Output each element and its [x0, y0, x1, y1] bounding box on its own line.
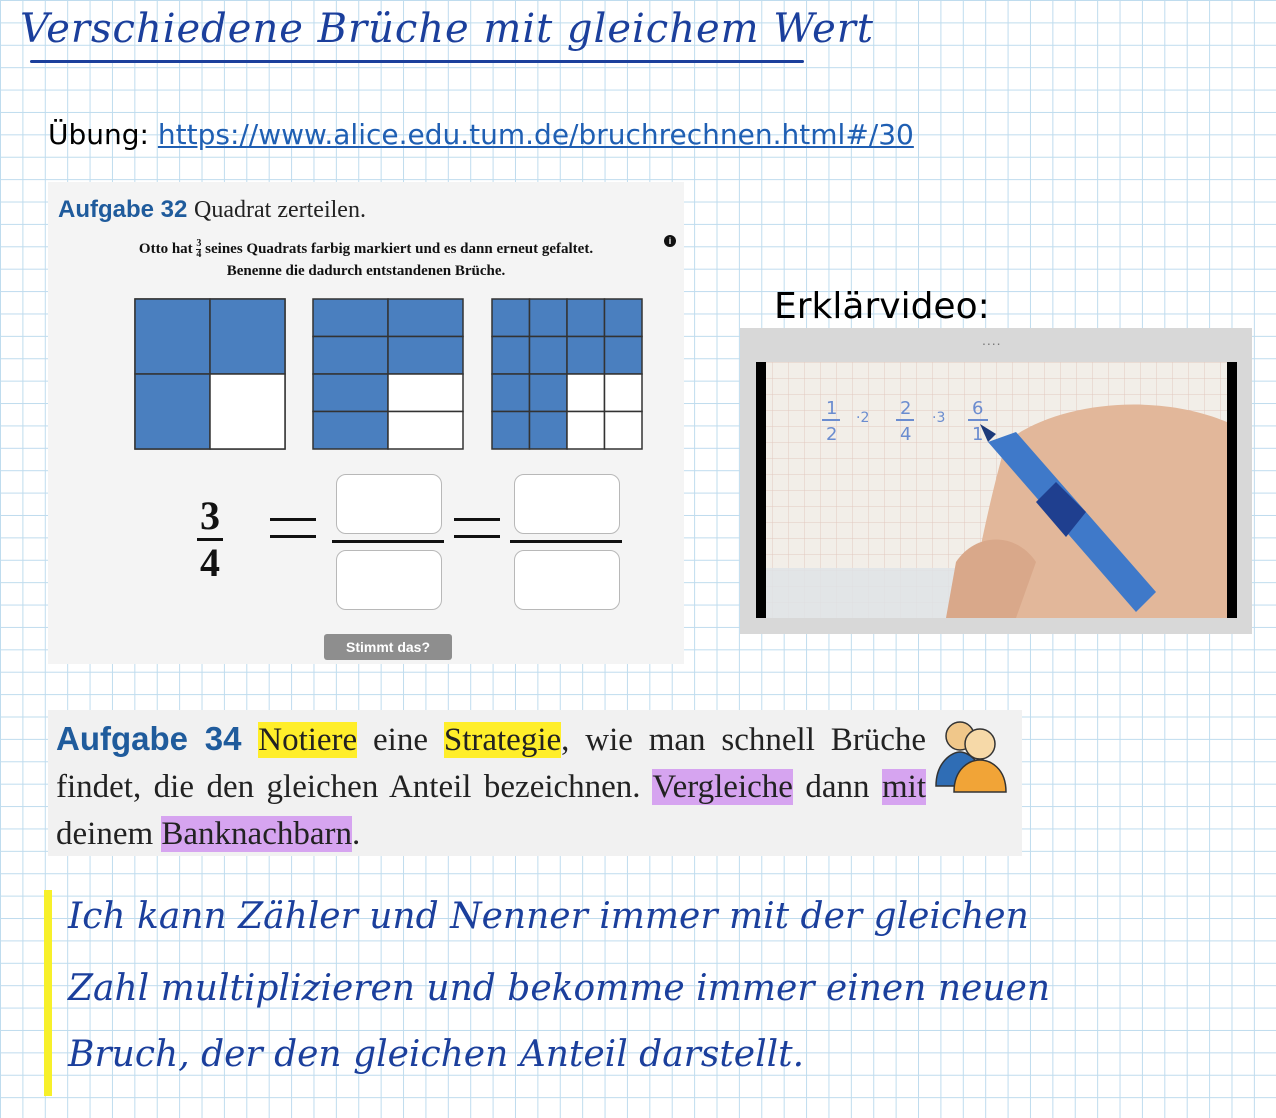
video-label: Erklärvideo:: [774, 286, 990, 327]
denominator-input-2[interactable]: [514, 550, 620, 610]
video-frame-content[interactable]: [756, 362, 1237, 618]
given-fraction: [196, 494, 224, 585]
instruction-text: deinem: [56, 816, 162, 852]
svg-text:4: 4: [900, 424, 912, 445]
info-icon[interactable]: i: [664, 235, 676, 247]
square-eighths: [312, 298, 464, 450]
task-32-title: Quadrat zerteilen.: [194, 197, 366, 223]
answer-line-1: Ich kann Zähler und Nenner immer mit der gleichen: [68, 896, 1029, 937]
task-32-line-2: Benenne die dadurch entstandenen Brüche.: [226, 263, 506, 280]
shaded-cell: [492, 374, 530, 412]
task-32-number: Aufgabe 32: [58, 196, 188, 223]
svg-text:1: 1: [972, 424, 984, 445]
instruction-text: eine: [357, 722, 444, 758]
square-sixteenths: [491, 298, 643, 450]
answer-line-2: Zahl multiplizieren und bekomme immer einen neuen: [68, 968, 1051, 1009]
shaded-cell: [567, 337, 605, 375]
video-player[interactable]: [740, 328, 1252, 634]
svg-text:·2: ·2: [856, 410, 870, 426]
svg-text:2: 2: [826, 424, 838, 445]
inline-frac-den: 4: [196, 249, 202, 261]
task-34-panel: [48, 710, 1022, 856]
highlighted-word: Vergleiche: [652, 769, 793, 805]
exercise-link[interactable]: https://www.alice.edu.tum.de/bruchrechnen.html#/30: [157, 118, 914, 151]
highlighted-word: Strategie: [443, 722, 562, 758]
exercise-label: Übung:: [48, 118, 149, 151]
shaded-cell: [530, 412, 568, 450]
svg-text:2: 2: [900, 398, 912, 419]
shaded-cell: [530, 337, 568, 375]
shaded-cell: [605, 299, 643, 337]
shaded-cell: [605, 337, 643, 375]
numerator-input-2[interactable]: [514, 474, 620, 534]
instruction-text: dann: [792, 769, 882, 805]
highlighted-word: mit: [881, 769, 926, 805]
page-title: Verschiedene Brüche mit gleichem Wert: [20, 6, 874, 52]
shaded-cell: [492, 337, 530, 375]
task-34-text: [56, 716, 926, 857]
line1-after: seines Quadrats farbig markiert und es dann erneut gefaltet.: [205, 241, 594, 257]
given-fraction-numerator: 3: [200, 493, 220, 538]
exercise-line: [48, 118, 914, 151]
answer-highlight-bar: [44, 890, 52, 1096]
numerator-input-1[interactable]: [336, 474, 442, 534]
given-fraction-denominator: 4: [200, 540, 220, 585]
shaded-cell: [567, 299, 605, 337]
equals-sign: [270, 518, 316, 538]
equals-sign: [454, 518, 500, 538]
inline-fraction: [196, 239, 201, 260]
highlighted-word: Banknachbarn: [161, 816, 352, 852]
highlighted-word: Notiere: [258, 722, 358, 758]
svg-text:6: 6: [972, 398, 984, 419]
shaded-cell: [492, 299, 530, 337]
task-32-heading: [58, 196, 366, 224]
line1-before: Otto hat: [138, 241, 193, 257]
svg-text:1: 1: [826, 398, 838, 419]
video-drag-handle[interactable]: ....: [982, 332, 1002, 348]
fraction-line-2: [510, 540, 622, 543]
unshaded-cell: [567, 374, 605, 412]
title-underline: [30, 60, 804, 63]
instruction-text: , wie man schnell Brüche findet, die den gleichen Anteil bezeichnen.: [56, 722, 926, 805]
check-answer-button[interactable]: Stimmt das?: [324, 634, 452, 660]
partner-work-icon: [930, 714, 1010, 794]
inline-frac-num: 3: [196, 238, 202, 250]
task-34-number: Aufgabe 34: [56, 720, 242, 757]
unshaded-cell: [605, 412, 643, 450]
answer-line-3: Bruch, der den gleichen Anteil darstellt.: [68, 1034, 805, 1075]
denominator-input-1[interactable]: [336, 550, 442, 610]
task-32-panel: [48, 182, 684, 664]
unshaded-cell: [567, 412, 605, 450]
instruction-text: .: [351, 816, 361, 852]
square-halves: [134, 298, 286, 450]
unshaded-cell: [605, 374, 643, 412]
svg-text:·3: ·3: [932, 410, 946, 426]
shaded-cell: [530, 299, 568, 337]
task-32-instructions: [48, 238, 684, 282]
shaded-cell: [530, 374, 568, 412]
fraction-line-1: [332, 540, 444, 543]
task-32-line-1: [48, 238, 684, 260]
shaded-cell: [492, 412, 530, 450]
